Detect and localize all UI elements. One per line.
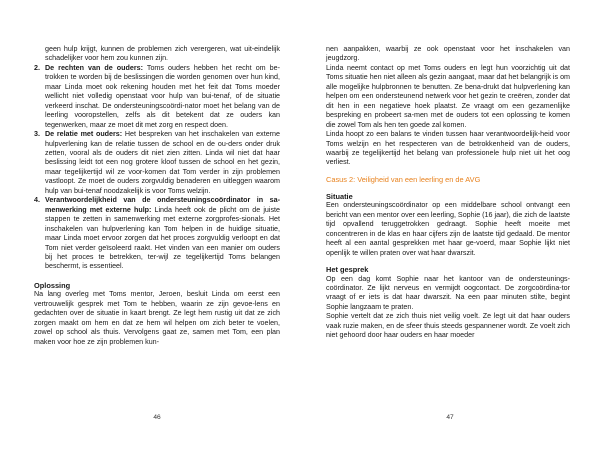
list-item-text <box>45 196 280 272</box>
section-heading-situatie: Situatie <box>326 191 353 201</box>
list-item-text <box>45 130 280 196</box>
paragraph: Linda hoopt zo een balans te vinden tussen haar verantwoordelijk-heid voor Toms welzijn en het respecteren van de betrokkenheid van de ouders, waarbij ze tegelijkertijd het belang van professionele hulp niet uit het oog verliest. <box>326 130 570 167</box>
gesprek-paragraph: Op een dag komt Sophie naar het kantoor van de ondersteunings-coördinator. Ze lijkt nerveus en vermijdt oogcontact. De zorgcoördina-tor vraagt of er iets is dat haar dwarszit. Na een paar minuten stilte, begint Sophie langzaam te praten. <box>326 274 570 311</box>
right-page <box>300 0 600 467</box>
list-item-body: Toms ouders hebben het recht om be-trokken te worden bij de beslissingen die worden genomen over hun kind, maar Linda moet ook rekening houden met het feit dat Toms moeder wellicht niet volledig openstaat voor hulp van bui-tenaf, of de situatie verkeerd inschat. De ondersteuningscoördi-nator moet het belang van de leerling vooropstellen, zelfs als dit betekent dat ze ouders kan tegenwerken, maar ze moet dit met zorg en respect doen. <box>45 63 280 129</box>
section-heading-oplossing: Oplossing <box>34 280 71 290</box>
list-item-title: De relatie met ouders: <box>45 130 123 139</box>
page-number: 47 <box>446 414 454 421</box>
list-number: 4. <box>34 196 40 205</box>
list-item <box>34 64 280 130</box>
list-item-body: Het bespreken van het inschakelen van externe hulpverlening kan de relatie tussen de school en de ou-ders onder druk zetten, vooral als de ouders dit niet zien zitten. Linda wil niet dat haar beslissing leidt tot een nog grotere kloof tussen de school en het gezin, maar tegelijkertijd wil ze voor-komen dat Tom verder in zijn problemen vastloopt. Ze moet de ouders zorgvuldig benaderen en uitleggen waarom hulp van bui-tenaf noodzakelijk is voor Toms welzijn. <box>45 130 280 195</box>
list-item-title: De rechten van de ouders: <box>45 63 143 72</box>
solution-paragraph: Na lang overleg met Toms mentor, Jeroen, besluit Linda om eerst een vertrouwelijk gesprek met Tom te hebben, waarin ze zijn gevoe-lens en gedachten over de situatie in kaart brengt. Ze legt hem rustig uit dat ze zich zorgen maakt om hem en dat ze hem wil helpen om zich beter te voelen, zowel op school als thuis. Vervolgens gaat ze, samen met Tom, een plan maken voor hoe ze zijn problemen kun- <box>34 290 280 346</box>
list-item <box>34 196 280 272</box>
intro-paragraph: geen hulp krijgt, kunnen de problemen zich verergeren, wat uit-eindelijk schadelijker voor hem zou kunnen zijn. <box>45 45 280 63</box>
list-item <box>34 130 280 196</box>
list-number: 3. <box>34 130 40 139</box>
list-item-text <box>45 64 280 130</box>
section-heading-gesprek: Het gesprek <box>326 265 369 275</box>
list-item-body: Linda heeft ook de plicht om de juiste stappen te zetten in samenwerking met externe zorgprofes-sionals. Het inschakelen van hulpverlening kan Tom helpen in de huidige situatie, maar Linda moet ervoor zorgen dat het proces zorgvuldig verloopt en dat Tom niet verder geïsoleerd raakt. Het vinden van een manier om ouders bij het proces te betrekken, ter-wijl ze tegelijkertijd Toms belangen beschermt, is essentieel. <box>45 205 280 271</box>
case-title: Casus 2: Veiligheid van een leerling en de AVG <box>326 174 481 184</box>
page-number: 46 <box>153 414 161 421</box>
situatie-paragraph: Een ondersteuningscoördinator op een middelbare school ontvangt een bericht van een mentor over een leerling, Sophie (16 jaar), die zich de laatste tijd opvallend teruggetrokken gedraagt. Sophie heeft moeite met concentreren in de klas en haar cijfers zijn de laatste tijd gedaald. De mentor heeft al een aantal gesprekken met haar ge-voerd, maar Sophie lijkt niet openlijk te willen praten over wat haar dwarszit. <box>326 201 570 257</box>
paragraph: Linda neemt contact op met Toms ouders en legt hun voorzichtig uit dat Toms situatie hen niet alleen als gezin aangaat, maar dat het belangrijk is om alle mogelijke hulpbronnen te benutten. Ze bena-drukt dat hulpverlening kan helpen om een ondersteunend netwerk voor het gezin te creëren, zonder dat dit hen in een negatieve hoek plaatst. Ze vraagt om een gezamenlijke bespreking en probeert sa-men met de ouders tot een oplossing te komen die zowel Tom als hen ten goede zal komen. <box>326 63 570 129</box>
gesprek-paragraph: Sophie vertelt dat ze zich thuis niet veilig voelt. Ze legt uit dat haar ouders vaak ruzie maken, en de sfeer thuis steeds gespannener wordt. Ze voelt zich niet gehoord door haar ouders en haar moeder <box>326 312 570 340</box>
list-number: 2. <box>34 63 40 72</box>
list-item-title: Verantwoordelijkheid van de ondersteuningscoördinator in sa-menwerking met externe hulp: <box>45 196 280 214</box>
paragraph: nen aanpakken, waarbij ze ook openstaat voor het inschakelen van jeugdzorg. <box>326 45 570 63</box>
